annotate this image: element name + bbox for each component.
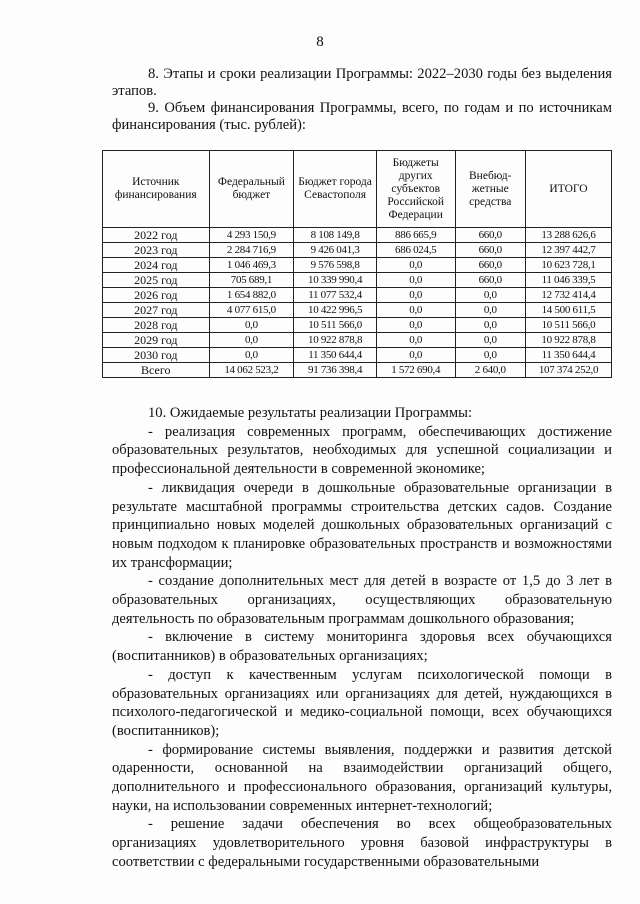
table-cell-value: 660,0 [455,228,525,243]
table-cell-period: 2029 год [103,333,210,348]
table-row [103,333,612,348]
header-extrabudgetary: Внебюд-жетные средства [455,151,525,228]
table-row [103,228,612,243]
table-cell-value: 686 024,5 [376,243,455,258]
table-cell-value: 0,0 [376,273,455,288]
table-row [103,243,612,258]
table-cell-value: 10 623 728,1 [525,258,611,273]
header-source: Источник финансирования [103,151,210,228]
table-cell-value: 2 640,0 [455,363,525,378]
header-sevastopol-budget: Бюджет города Севастополя [294,151,377,228]
result-item: - реализация современных программ, обеспечивающих достижение образовательных результатов, необходимых для успешной социализации и профессиональной деятельности в современной экономике; [112,423,612,478]
table-cell-value: 4 293 150,9 [209,228,294,243]
table-cell-period: 2023 год [103,243,210,258]
result-item: - решение задачи обеспечения во всех общеобразовательных организациях удовлетворительного уровня базовой инфраструктуры в соответствии с федеральными государственными образовательными [112,816,612,870]
table-cell-value: 2 284 716,9 [209,243,294,258]
table-cell-value: 8 108 149,8 [294,228,377,243]
table-cell-value: 0,0 [455,348,525,363]
table-row [103,288,612,303]
table-cell-value: 91 736 398,4 [294,363,377,378]
table-cell-value: 0,0 [455,303,525,318]
result-item: - доступ к качественным услугам психологической помощи в образовательных организациях или организациях для детей, нуждающихся в психолого-педагогической и медико-социальной помощи, всех обучающихся (воспитанников); [112,666,612,739]
table-cell-value: 0,0 [209,348,294,363]
table-cell-value: 0,0 [455,318,525,333]
result-item: - ликвидация очереди в дошкольные образовательные организации в результате масштабной программы строительства детских садов. Создание принципиально новых моделей дошкольных образовательных организаций с новым подходом к планировке образовательных пространств и возможностями их трансформации; [112,479,612,571]
table-row [103,348,612,363]
result-item: - создание дополнительных мест для детей в возрасте от 1,5 до 3 лет в образовательных организациях, осуществляющих образовательную деятельность по образовательным программам дошкольного образования; [112,573,612,627]
table-cell-value: 0,0 [376,258,455,273]
table-body [103,228,612,378]
table-cell-period: 2025 год [103,273,210,288]
section-8-stages: 8. Этапы и сроки реализации Программы: 2022–2030 годы без выделения этапов. [112,66,612,99]
table-row [103,318,612,333]
table-cell-value: 107 374 252,0 [525,363,611,378]
table-cell-value: 10 511 566,0 [525,318,611,333]
result-item: - включение в систему мониторинга здоровья всех обучающихся (воспитанников) в образовательных организациях; [112,629,612,665]
header-other-subjects-budget: Бюджеты других субъектов Российской Федерации [376,151,455,228]
table-cell-value: 11 046 339,5 [525,273,611,288]
table-header-row [103,151,612,228]
table-cell-value: 660,0 [455,243,525,258]
table-cell-period: 2030 год [103,348,210,363]
table-cell-value: 11 350 644,4 [294,348,377,363]
table-cell-value: 0,0 [209,318,294,333]
table-cell-value: 10 922 878,8 [525,333,611,348]
table-cell-value: 11 077 532,4 [294,288,377,303]
financing-table [102,150,612,378]
table-cell-value: 9 426 041,3 [294,243,377,258]
table-cell-value: 0,0 [376,348,455,363]
table-cell-value: 14 500 611,5 [525,303,611,318]
table-cell-value: 10 922 878,8 [294,333,377,348]
table-cell-value: 11 350 644,4 [525,348,611,363]
table-cell-period: Всего [103,363,210,378]
table-cell-value: 12 732 414,4 [525,288,611,303]
table-cell-value: 660,0 [455,273,525,288]
table-cell-period: 2028 год [103,318,210,333]
table-cell-value: 1 654 882,0 [209,288,294,303]
table-cell-period: 2027 год [103,303,210,318]
table-cell-value: 10 339 990,4 [294,273,377,288]
header-federal-budget: Федеральный бюджет [209,151,294,228]
table-cell-period: 2022 год [103,228,210,243]
table-cell-period: 2024 год [103,258,210,273]
table-cell-value: 0,0 [376,288,455,303]
table-cell-value: 1 572 690,4 [376,363,455,378]
table-cell-value: 705 689,1 [209,273,294,288]
table-cell-value: 660,0 [455,258,525,273]
section-10-heading: 10. Ожидаемые результаты реализации Программы: [148,405,472,421]
header-total: ИТОГО [525,151,611,228]
table-cell-value: 0,0 [209,333,294,348]
table-cell-value: 0,0 [376,333,455,348]
table-row [103,258,612,273]
table-cell-value: 886 665,9 [376,228,455,243]
section-9-financing: 9. Объем финансирования Программы, всего, по годам и по источникам финансирования (тыс. рублей): [112,100,612,133]
table-cell-value: 1 046 469,3 [209,258,294,273]
table-cell-value: 10 511 566,0 [294,318,377,333]
table-row [103,363,612,378]
table-cell-value: 12 397 442,7 [525,243,611,258]
table-cell-value: 0,0 [376,318,455,333]
table-cell-value: 4 077 615,0 [209,303,294,318]
table-row [103,303,612,318]
table-cell-value: 0,0 [376,303,455,318]
results-list [112,423,612,872]
page-number: 8 [316,34,324,50]
table-cell-value: 0,0 [455,333,525,348]
result-item: - формирование системы выявления, поддержки и развития детской одаренности, основанной на взаимодействии организаций общего, дополнительного и профессионального образования, организаций культуры, науки, на использовании современных интернет-технологий; [112,741,612,814]
table-cell-value: 9 576 598,8 [294,258,377,273]
table-cell-value: 10 422 996,5 [294,303,377,318]
table-cell-period: 2026 год [103,288,210,303]
section-10-results [112,404,612,872]
table-cell-value: 14 062 523,2 [209,363,294,378]
table-cell-value: 13 288 626,6 [525,228,611,243]
table-cell-value: 0,0 [455,288,525,303]
table-row [103,273,612,288]
